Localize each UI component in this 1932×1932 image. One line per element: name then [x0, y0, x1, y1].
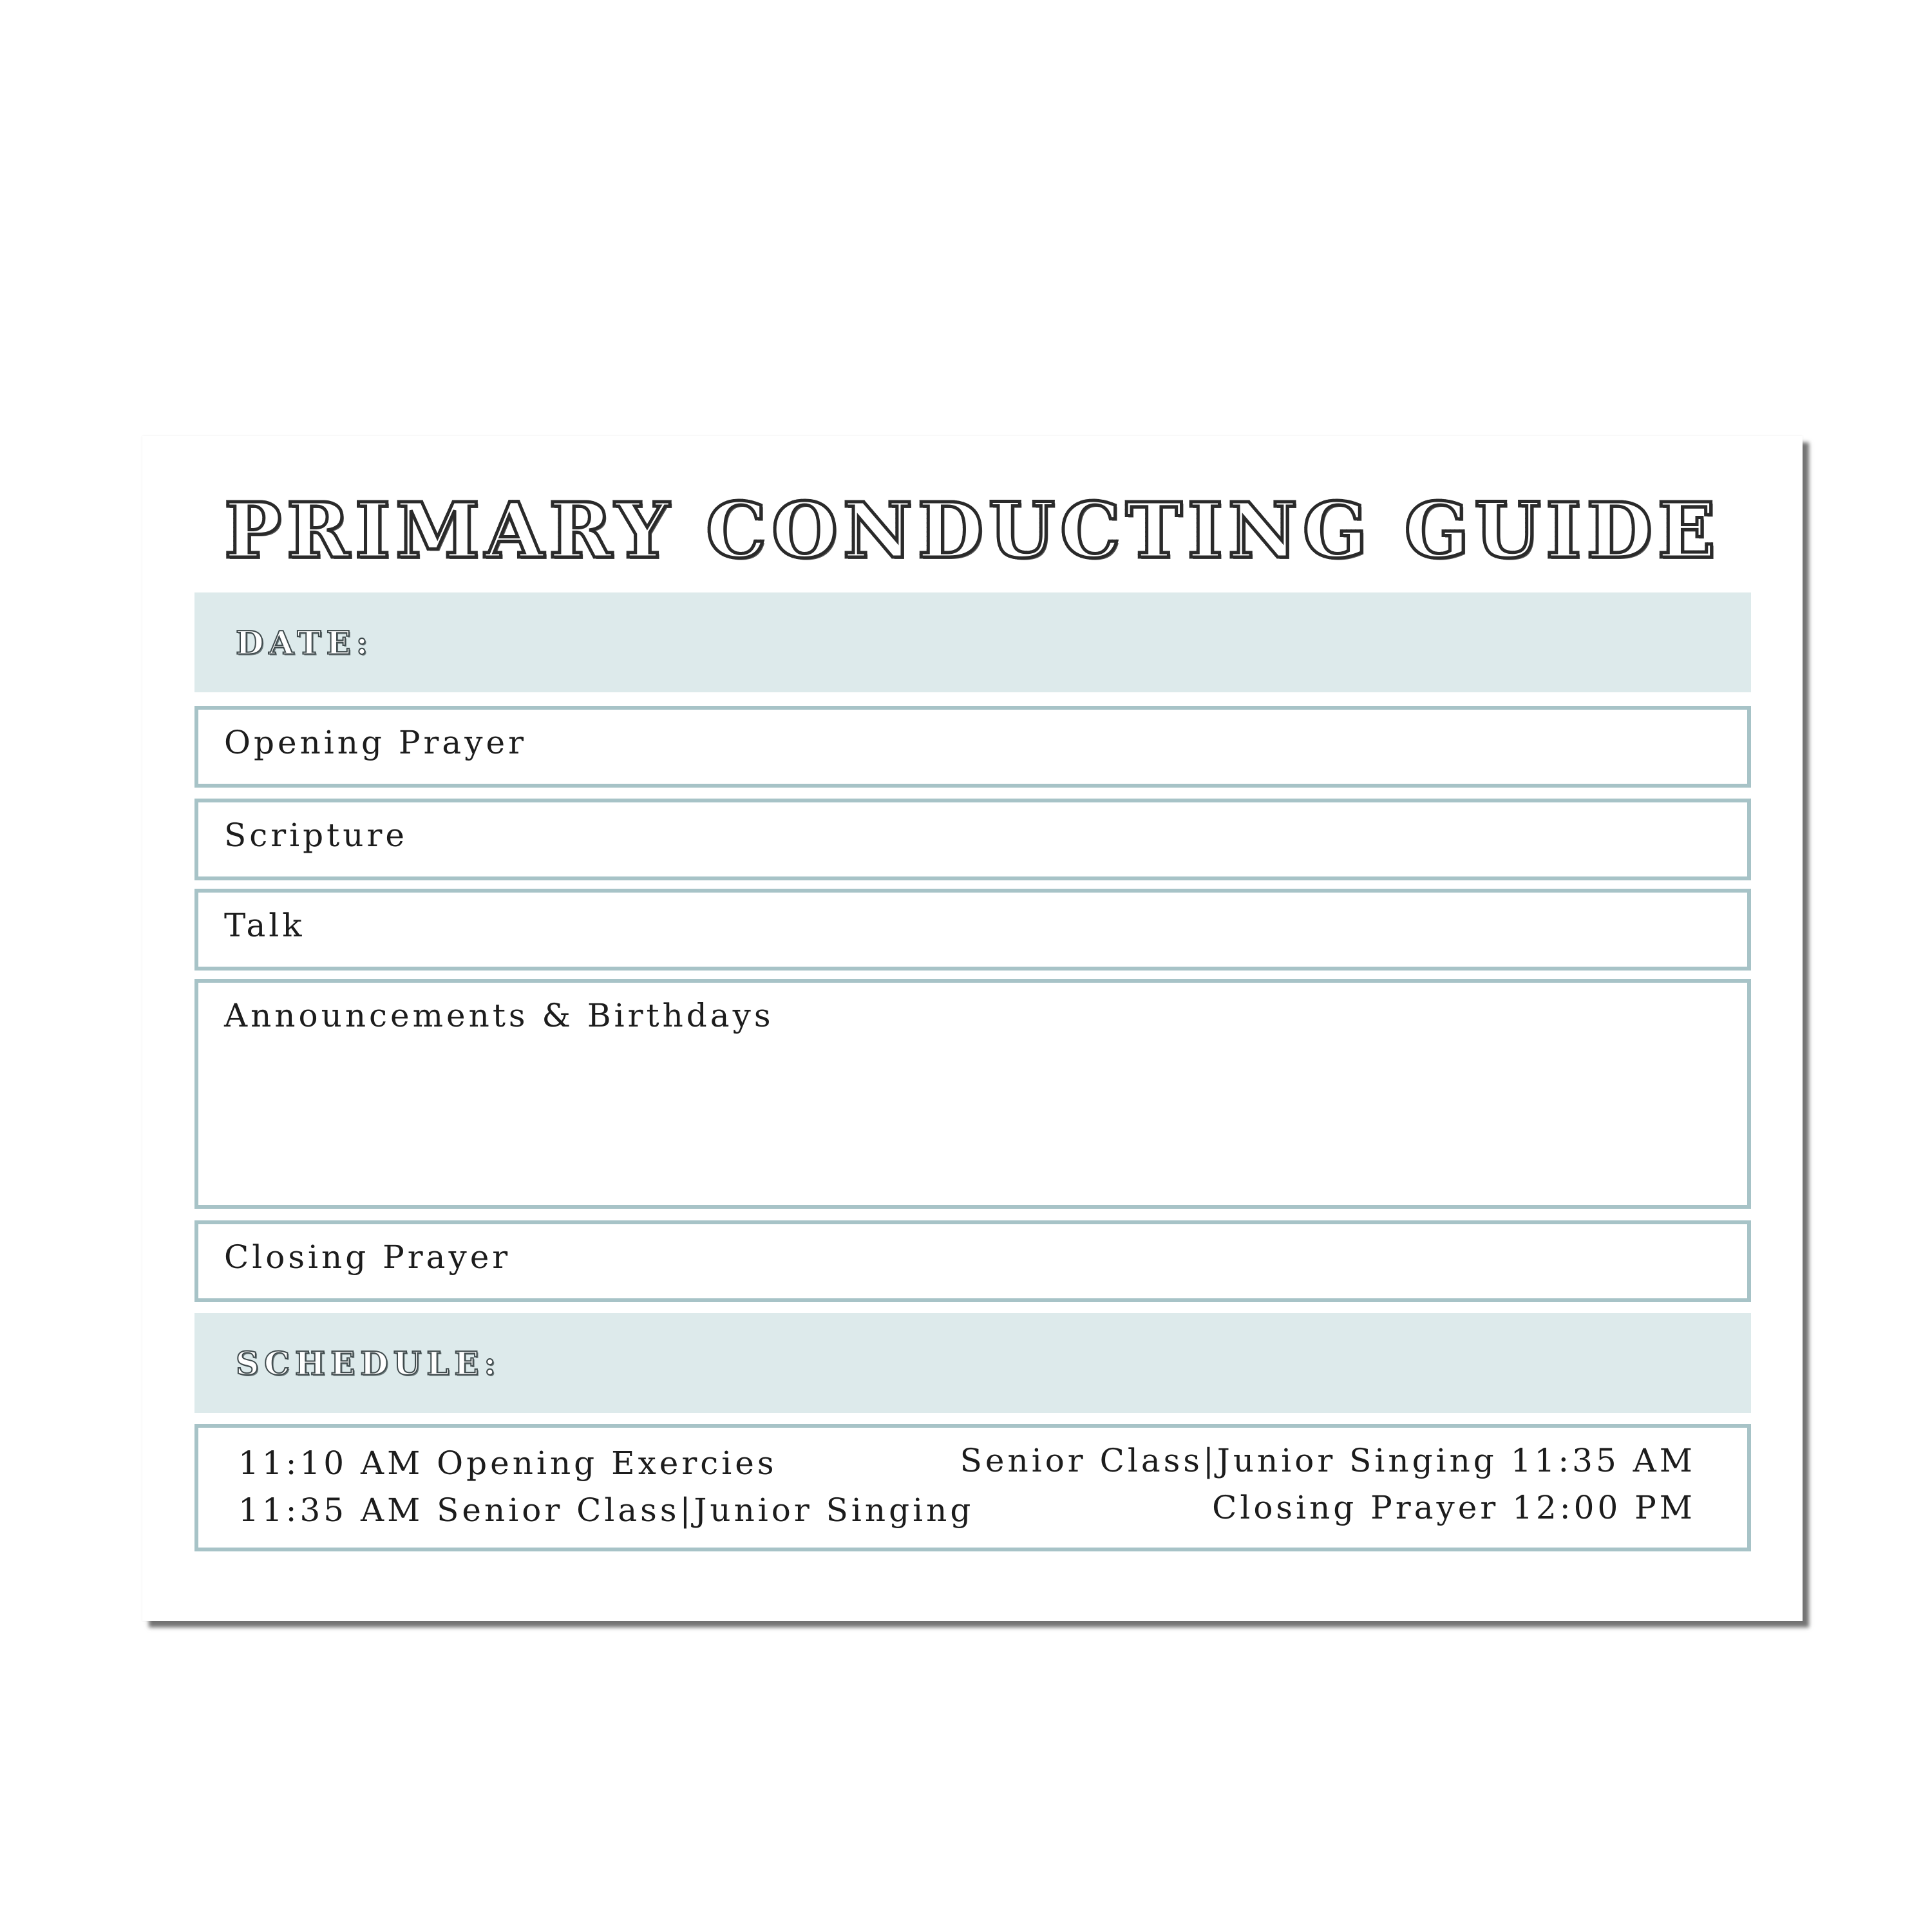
scripture-label: Scripture: [224, 817, 408, 854]
opening-prayer-row[interactable]: [194, 706, 1751, 788]
date-band: [194, 592, 1751, 692]
opening-prayer-label: Opening Prayer: [224, 724, 527, 761]
talk-row[interactable]: [194, 889, 1751, 971]
schedule-left-line-2: 11:35 AM Senior Class|Junior Singing: [238, 1492, 974, 1529]
schedule-left-line-1: 11:10 AM Opening Exercies: [238, 1444, 777, 1482]
talk-label: Talk: [224, 907, 305, 944]
schedule-right-line-1: Senior Class|Junior Singing 11:35 AM: [960, 1442, 1696, 1479]
conducting-guide-card: [142, 436, 1803, 1621]
date-label: DATE:: [236, 623, 374, 661]
closing-prayer-row[interactable]: [194, 1220, 1751, 1302]
schedule-label: SCHEDULE:: [236, 1344, 501, 1382]
scripture-row[interactable]: [194, 799, 1751, 880]
announcements-row[interactable]: [194, 979, 1751, 1209]
closing-prayer-label: Closing Prayer: [224, 1238, 511, 1276]
schedule-box: [194, 1424, 1751, 1551]
page-title: PRIMARY CONDUCTING GUIDE: [142, 493, 1803, 569]
announcements-label: Announcements & Birthdays: [224, 997, 774, 1034]
schedule-band: [194, 1313, 1751, 1413]
schedule-right-line-2: Closing Prayer 12:00 PM: [1212, 1489, 1696, 1526]
